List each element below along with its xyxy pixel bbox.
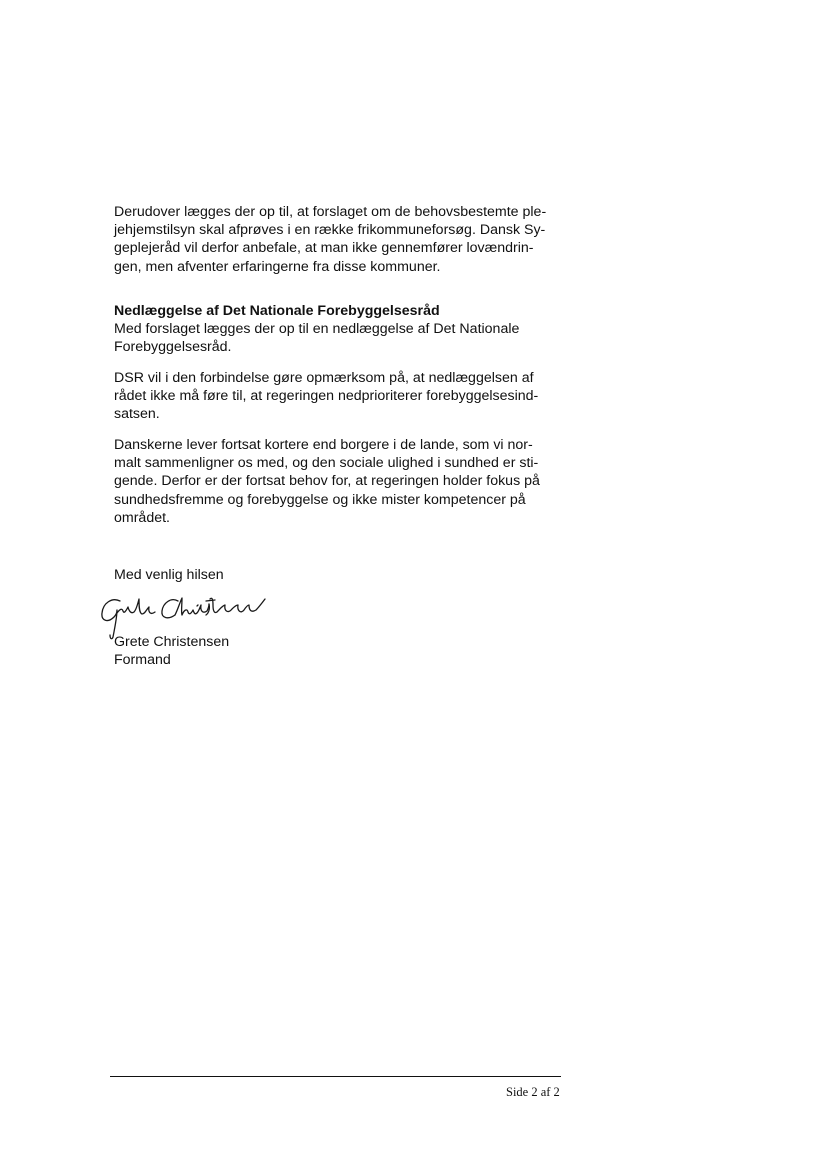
text-line: gen, men afventer erfaringerne fra disse kommuner.	[114, 258, 441, 275]
closing-greeting	[114, 566, 224, 584]
footer-divider	[110, 1076, 561, 1077]
text-line: Med forslaget lægges der op til en nedlæggelse af Det Nationale	[114, 321, 520, 338]
text-line: området.	[114, 509, 170, 526]
text-line: DSR vil i den forbindelse gøre opmærksom på, at nedlæggelsen af	[114, 370, 534, 386]
section-heading: Nedlæggelse af Det Nationale Forebyggelsesråd	[114, 303, 440, 319]
paragraph-dsr	[114, 369, 538, 424]
text-line: Danskerne lever fortsat kortere end borgere i de lande, som vi nor-	[114, 437, 533, 453]
signer-block	[114, 633, 229, 669]
section-forebyggelsesraad-intro	[114, 302, 519, 357]
page-number: Side 2 af 2	[506, 1085, 560, 1099]
text-line: geplejeråd vil derfor anbefale, at man ikke gennemfører lovændrin-	[114, 240, 534, 257]
signer-name: Grete Christensen	[114, 634, 230, 650]
text-line: jehjemstilsyn skal afprøves i en række frikommuneforsøg. Dansk Sy-	[114, 222, 546, 239]
text-line: rådet ikke må føre til, at regeringen nedprioriterer forebyggelsesind-	[114, 388, 539, 405]
text-line: Derudover lægges der op til, at forslaget om de behovsbestemte ple-	[114, 204, 547, 220]
text-line: gende. Derfor er der fortsat behov for, at regeringen holder fokus på	[114, 473, 540, 490]
text-line: sundhedsfremme og forebyggelse og ikke mister kompetencer på	[114, 491, 526, 508]
greeting-text: Med venlig hilsen	[114, 567, 224, 583]
text-line: Forebyggelsesråd.	[114, 339, 232, 356]
paragraph-danskerne	[114, 436, 540, 527]
text-line: satsen.	[114, 406, 160, 423]
text-line: malt sammenligner os med, og den sociale ulighed i sundhed er sti-	[114, 455, 539, 472]
paragraph-frikommune	[114, 203, 546, 276]
signer-title: Formand	[114, 652, 171, 669]
